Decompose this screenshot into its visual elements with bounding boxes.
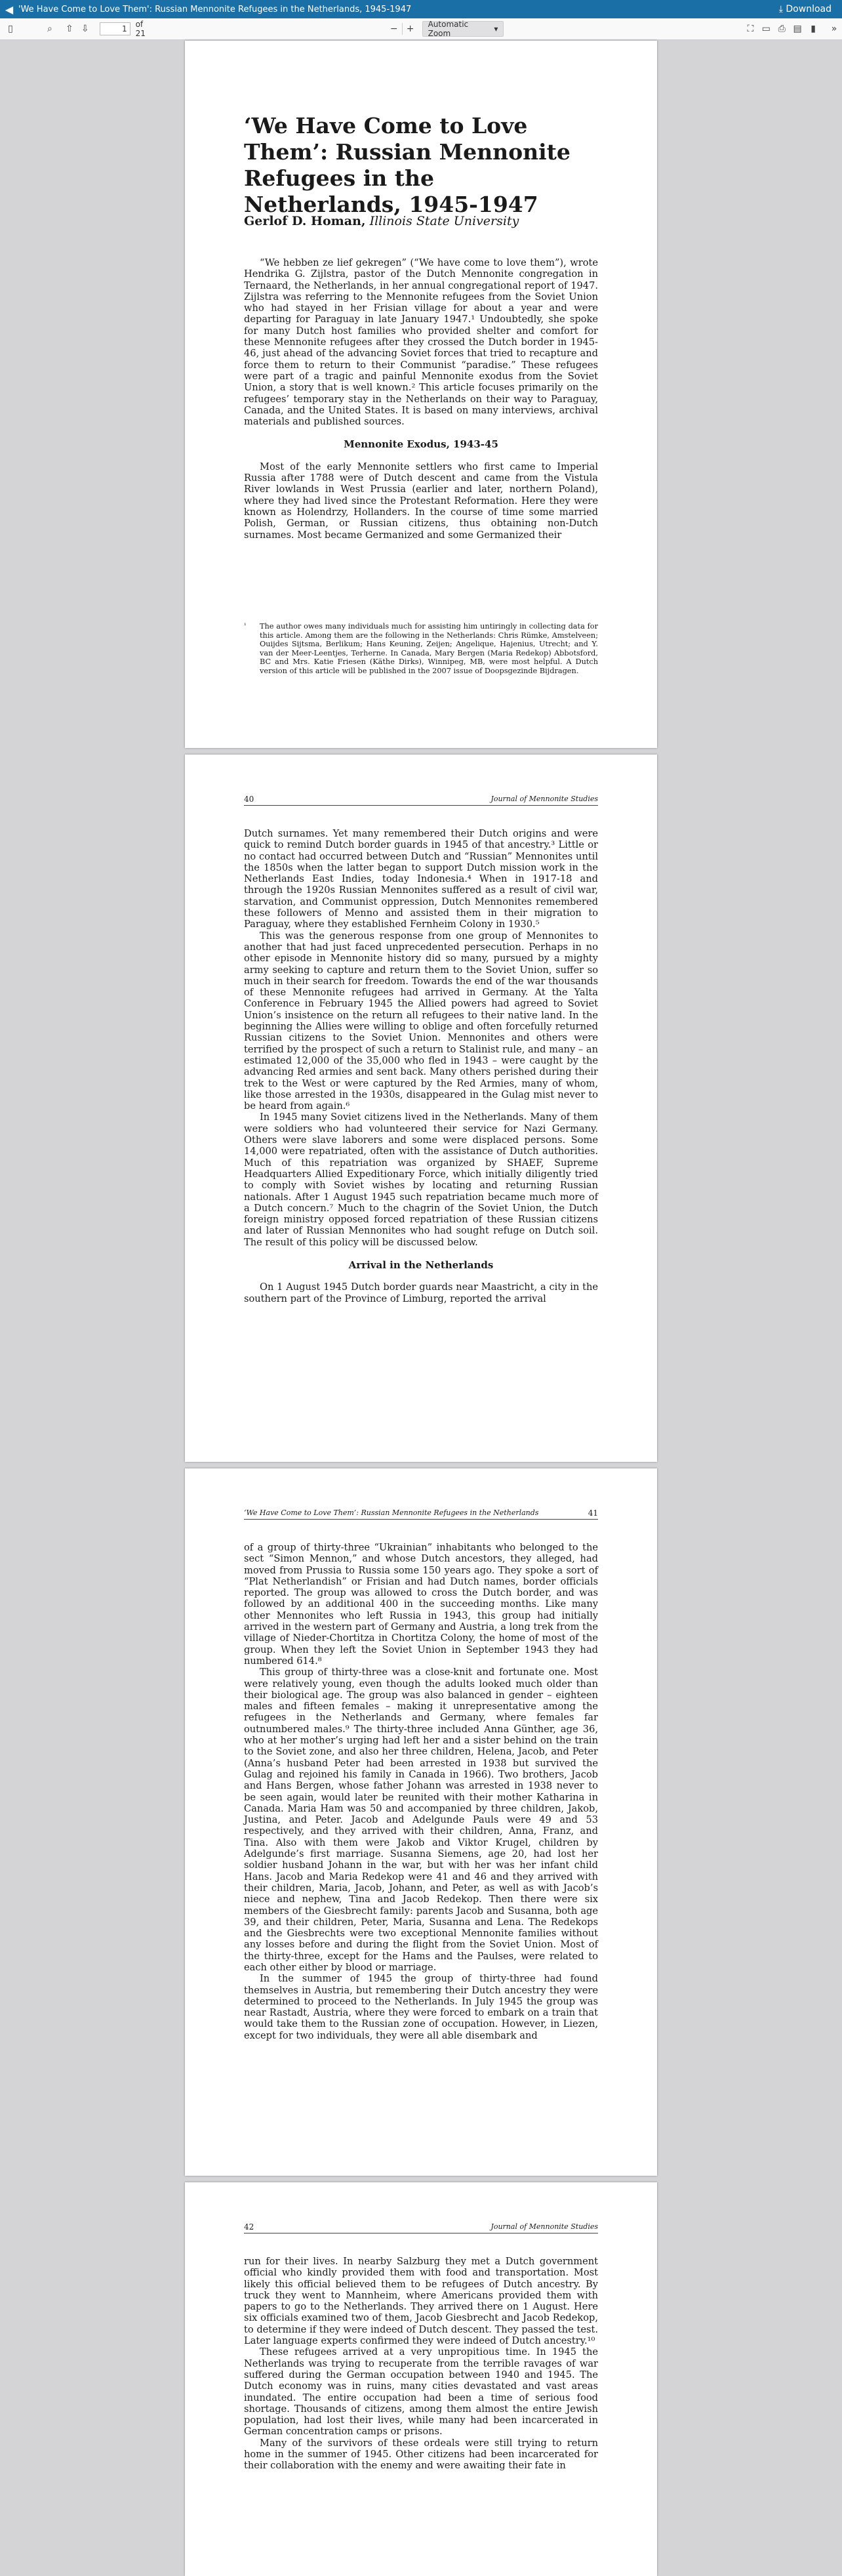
author-name: Gerlof D. Homan, <box>244 214 366 228</box>
download-label: Download <box>786 4 832 14</box>
pdf-toolbar <box>0 18 842 40</box>
next-page-icon[interactable]: ⇩ <box>81 24 89 34</box>
open-file-icon[interactable]: ▭ <box>761 24 771 34</box>
pdf-page-2 <box>185 755 657 1462</box>
sidebar-toggle-icon[interactable]: ▯ <box>8 24 13 34</box>
bookmark-icon[interactable]: ▮ <box>811 24 816 34</box>
zoom-out-icon[interactable]: − <box>390 24 398 34</box>
paragraph: In 1945 many Soviet citizens lived in the Netherlands. Many of them were soldiers who had volunteered their service for Nazi Germany. Others were slave laborers and some were displaced persons. Some 14,000 were repatriated, often with the assistance of Dutch authorities. Much of this repatriation was organized by SHAEF, Supreme Headquarters Allied Expeditionary Force, which initially diligently tried to comply with Soviet wishes by locating and returning Russian nationals. After 1 August 1945 such repatriation became much more of a Dutch concern.⁷ Much to the chagrin of the Soviet Union, the Dutch foreign ministry opposed forced repatriation of these Russian citizens and later of Russian Mennonites who had sought refuge on Dutch soil. The result of this policy will be discussed below. <box>244 1111 598 1248</box>
pdf-page-4 <box>185 2182 657 2576</box>
window-title: 'We Have Come to Love Them': Russian Mennonite Refugees in the Netherlands, 1945-1947 <box>18 4 412 14</box>
journal-name: Journal of Mennonite Studies <box>491 2222 598 2231</box>
paragraph: These refugees arrived at a very unpropitious time. In 1945 the Netherlands was trying to recuperate from the terrible ravages of war suffered during the German occupation between 1940 and 1945. The Dutch economy was in ruins, many cities devastated and vast areas inundated. The entire occupation had been a time of serious food shortage. Thousands of citizens, among them almost the entire Jewish population, had lost their lives, while many had been incarcerated in German concentration camps or prisons. <box>244 2346 598 2438</box>
paragraph: In the summer of 1945 the group of thirty-three had found themselves in Austria, but remembering their Dutch ancestry they were determined to proceed to the Netherlands. In July 1945 the group was near Rastadt, Austria, where they were forced to embark on a train that would take them to the Russian zone of occupation. However, in Liezen, except for two individuals, they were all able disembark and <box>244 1973 598 2041</box>
zoom-in-icon[interactable]: + <box>406 24 414 34</box>
zoom-label: Automatic Zoom <box>428 20 469 38</box>
download-icon: ⤓ <box>778 4 783 14</box>
save-icon[interactable]: ▤ <box>793 24 802 34</box>
pdf-page-3 <box>185 1468 657 2176</box>
tools-menu-icon[interactable]: » <box>831 24 837 34</box>
footnote-number: ¹ <box>244 623 247 629</box>
author-line <box>244 214 598 228</box>
body-text <box>244 257 598 541</box>
page-number: 40 <box>244 795 254 804</box>
running-header <box>244 795 598 806</box>
paragraph: On 1 August 1945 Dutch border guards near Maastricht, a city in the southern part of the Province of Limburg, reported the arrival <box>244 1281 598 1304</box>
back-arrow-icon[interactable]: ◀ <box>5 3 14 16</box>
running-header <box>244 2222 598 2233</box>
paragraph: run for their lives. In nearby Salzburg they met a Dutch government official who kindly provided them with food and transportation. Most likely this official believed them to be refugees of Dutch ancestry. By truck they went to Mannheim, where Americans provided them with papers to go to the Netherlands. They arrived there on 1 August. Here six officials examined two of them, Jacob Giesbrecht and Jacob Redekop, to determine if they were indeed of Dutch descent. They passed the test. Later language experts confirmed they were indeed of Dutch ancestry.¹⁰ <box>244 2256 598 2347</box>
body-text <box>244 828 598 1304</box>
running-title: ‘We Have Come to Love Them’: Russian Mennonite Refugees in the Netherlands <box>244 1508 539 1517</box>
section-heading: Arrival in the Netherlands <box>348 1258 494 1271</box>
paragraph: “We hebben ze lief gekregen” (“We have come to love them”), wrote Hendrika G. Zijlstra, pastor of the Dutch Mennonite congregation in Ternaard, the Netherlands, in her annual congregational report of 1947. Zijlstra was referring to the Mennonite refugees from the Soviet Union who had stayed in her Frisian village for about a year and were departing for Paraguay in late January 1947.¹ Undoubtedly, she spoke for many Dutch host families who provided shelter and comfort for these Mennonite refugees after they crossed the Dutch border in 1945-46, just ahead of the advancing Soviet forces that tried to recapture and force them to return to their Communist “paradise.” These refugees were part of a tragic and painful Mennonite exodus from the Soviet Union, a story that is well known.² This article focuses primarily on the refugees’ temporary stay in the Netherlands on their way to Paraguay, Canada, and the United States. It is based on many interviews, archival materials and published sources. <box>244 257 598 428</box>
page-count: of 21 <box>135 20 146 38</box>
page-number-input[interactable]: 1 <box>100 22 130 35</box>
author-affiliation: Illinois State University <box>369 214 519 228</box>
pdf-page-1 <box>185 41 657 748</box>
paragraph: Dutch surnames. Yet many remembered their Dutch origins and were quick to remind Dutch border guards in 1945 of that ancestry.³ Little or no contact had occurred between Dutch and “Russian” Mennonites until the 1850s when the latter began to support Dutch mission work in the Netherlands East Indies, today Indonesia.⁴ When in 1917-18 and through the 1920s Russian Mennonites suffered as a result of civil war, starvation, and Communist oppression, Dutch Mennonites remembered these followers of Menno and assisted them in their migration to Paraguay, where they established Fernheim Colony in 1930.⁵ <box>244 828 598 930</box>
previous-page-icon[interactable]: ⇧ <box>65 24 73 34</box>
title-bar <box>0 0 842 18</box>
paragraph: This group of thirty-three was a close-knit and fortunate one. Most were relatively young, even though the adults looked much older than their biological age. The group was also balanced in gender – eighteen males and fifteen females – making it unrepresentative among the refugees in the Netherlands and Germany, where females far outnumbered males.⁹ The thirty-three included Anna Günther, age 36, who at her mother’s urging had left her and a sister behind on the train to the Soviet zone, and also her three children, Helena, Jacob, and Peter (Anna’s husband Peter had been arrested in 1938 but survived the Gulag and rejoined his family in Canada in 1966). Two brothers, Jacob and Hans Bergen, whose father Johann was arrested in 1938 never to be seen again, would later be reunited with their mother Katharina in Canada. Maria Ham was 50 and accompanied by three children, Jakob, Justina, and Peter. Jacob and Adelgunde Pauls were 49 and 53 respectively, and they arrived with their children, Anna, Franz, and Tina. Also with them were Jakob and Viktor Krugel, children by Adelgunde’s first marriage. Susanna Siemens, age 20, had lost her soldier husband Johann in the war, but with her was her infant child Hans. Jacob and Maria Redekop were 41 and 46 and they arrived with their children, Maria, Jacob, Johann, and Peter, as well as with Jacob’s niece and nephew, Tina and Jacob Redekop. Then there were six members of the Giesbrecht family: parents Jacob and Susanna, both age 39, and their children, Peter, Maria, Susanna and Lena. The Redekops and the Giesbrechts were two exceptional Mennonite families without any losses before and during the flight from the Soviet Union. Most of the thirty-three, except for the Hams and the Paulses, were related to each other either by blood or marriage. <box>244 1667 598 1973</box>
journal-name: Journal of Mennonite Studies <box>491 795 598 803</box>
download-button[interactable] <box>779 4 842 14</box>
paragraph: Many of the survivors of these ordeals were still trying to return home in the summer of 1945. Other citizens had been incarcerated for their collaboration with the enemy and were awaiting their fate in <box>244 2437 598 2472</box>
page-number: 42 <box>244 2222 254 2232</box>
print-icon[interactable]: ⎙ <box>778 24 786 34</box>
section-heading: Mennonite Exodus, 1943-45 <box>344 438 498 451</box>
body-text <box>244 2256 598 2472</box>
page-number: 41 <box>588 1508 598 1518</box>
search-icon[interactable]: ⌕ <box>47 24 52 34</box>
article-title: ‘We Have Come to Love Them’: Russian Mennonite Refugees in the Netherlands, 1945-1947 <box>244 113 571 217</box>
footnote <box>244 622 598 676</box>
presentation-mode-icon[interactable]: ⛶ <box>747 24 754 34</box>
body-text <box>244 1542 598 2041</box>
zoom-select[interactable] <box>422 21 504 37</box>
paragraph: Most of the early Mennonite settlers who first came to Imperial Russia after 1788 were of Dutch descent and came from the Vistula River lowlands in West Prussia (earlier and later, northern Poland), where they had lived since the Protestant Reformation. Here they were known as Holendrzy, Hollanders. In the course of time some married Polish, German, or Russian citizens, thus obtaining non-Dutch surnames. Most became Germanized and some Germanized their <box>244 461 598 541</box>
footnote-text: The author owes many individuals much for assisting him untiringly in collecting data for this article. Among them are the following in the Netherlands: Chris Rümke, Amstelveen; Ouijdes Sijtsma, Berlikum; Hans Keuning, Zeijen; Angelique, Hajenius, Utrecht; and Y. van der Meer-Leentjes, Terherne. In Canada, Mary Bergen (Maria Redekop) Abbotsford, BC and Mrs. Katie Friesen (Käthe Dirks), Winnipeg, MB, were most helpful. A Dutch version of this article will be published in the 2007 issue of Doopsgezinde Bijdragen. <box>260 622 598 675</box>
paragraph: of a group of thirty-three “Ukrainian” inhabitants who belonged to the sect “Simon Mennon,” and whose Dutch ancestors, they alleged, had moved from Prussia to Russia some 150 years ago. They spoke a sort of “Plat Netherlandish” or Frisian and had Dutch names, border officials reported. The group was allowed to cross the Dutch border, and was followed by an additional 400 in the succeeding months. Like many other Mennonites who left Russia in 1943, this group had initially arrived in the western part of Germany and Austria, a long trek from the village of Nieder-Chortitza in Chortitza Colony, the home of most of the group. When they left the Soviet Union in September 1943 they had numbered 614.⁸ <box>244 1542 598 1667</box>
running-header <box>244 1508 598 1520</box>
chevron-down-icon: ▾ <box>494 24 498 33</box>
paragraph: This was the generous response from one group of Mennonites to another that had just faced unprecedented persecution. Perhaps in no other episode in Mennonite history did so many, pursued by a mighty army seeking to capture and return them to the Soviet Union, suffer so much in their search for freedom. Towards the end of the war thousands of these Mennonite refugees had arrived in Germany. At the Yalta Conference in February 1945 the Allied powers had agreed to Soviet Union’s insistence on the return all refugees to their native land. In the beginning the Allies were willing to oblige and often forcefully returned Russian citizens to the Soviet Union. Mennonites and others were terrified by the prospect of such a return to Stalinist rule, and many – an estimated 12,000 of the 35,000 who fled in 1943 – were caught by the advancing Red armies and sent back. Many others perished during their trek to the West or were captured by the Red Armies, many of whom, like those arrested in the 1930s, disappeared in the Gulag mist never to be heard from again.⁶ <box>244 930 598 1112</box>
